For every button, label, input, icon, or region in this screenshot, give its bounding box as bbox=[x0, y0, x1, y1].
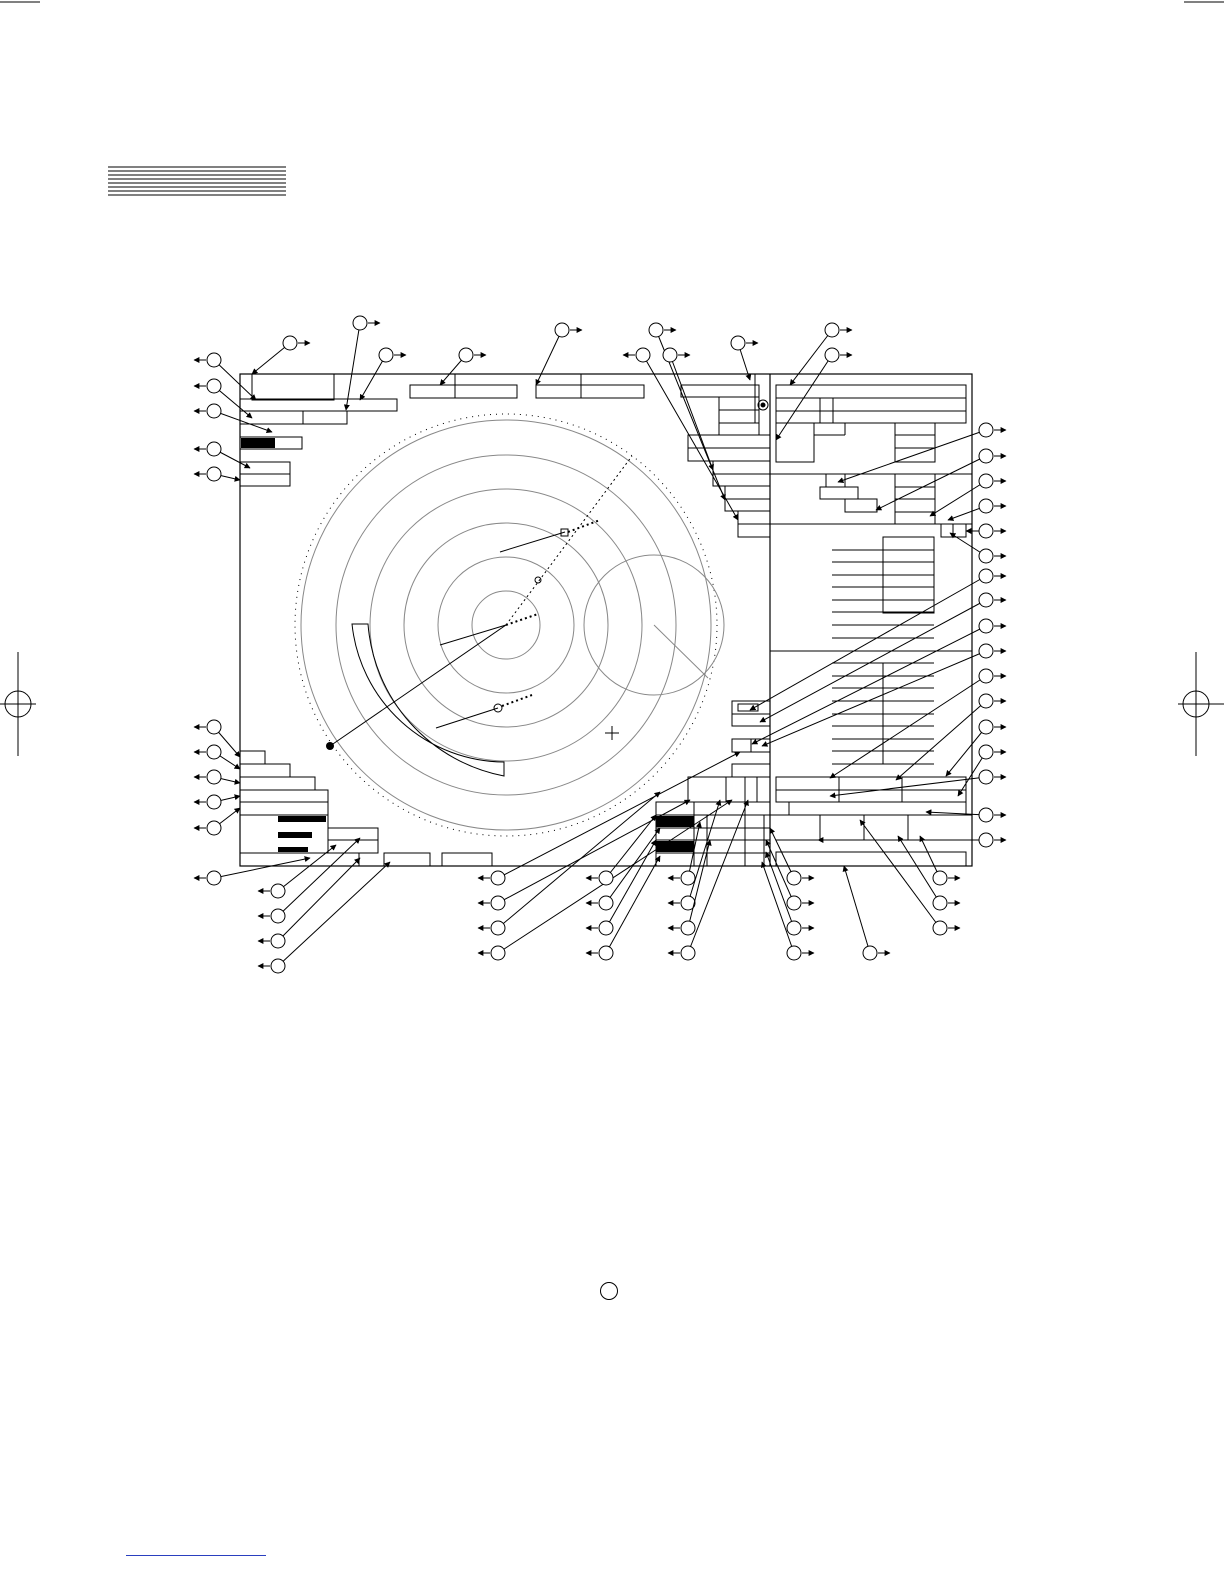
list-section-1 bbox=[770, 537, 972, 651]
callout-circle bbox=[933, 871, 947, 885]
callout-circle bbox=[979, 669, 993, 683]
callout-circle bbox=[207, 745, 221, 759]
callout-circle bbox=[599, 946, 613, 960]
callout-circle bbox=[825, 323, 839, 337]
callout-leader bbox=[360, 355, 386, 400]
callout-circle bbox=[491, 896, 505, 910]
callout-circle bbox=[979, 549, 993, 563]
callout-circle bbox=[271, 909, 285, 923]
callout-circle bbox=[207, 404, 221, 418]
callout-circle bbox=[979, 619, 993, 633]
callout-circle bbox=[933, 921, 947, 935]
bottom-left-boxes bbox=[240, 751, 492, 866]
lower-right-panel bbox=[770, 777, 972, 866]
callout-leader bbox=[876, 456, 986, 510]
callout-circle bbox=[491, 871, 505, 885]
callout-circle bbox=[979, 593, 993, 607]
callout-circle bbox=[787, 921, 801, 935]
scale-bar bbox=[241, 438, 275, 448]
callout-circle bbox=[979, 499, 993, 513]
callout-circle bbox=[207, 821, 221, 835]
callout-circle bbox=[636, 348, 650, 362]
callout-circle bbox=[979, 808, 993, 822]
callout-circle bbox=[599, 896, 613, 910]
registration-marks bbox=[0, 2, 1224, 756]
callout-circle bbox=[271, 934, 285, 948]
callout-circle bbox=[207, 795, 221, 809]
upper-right-boxes bbox=[681, 374, 972, 537]
callout-circle bbox=[979, 833, 993, 847]
bottom-black-bars bbox=[656, 816, 694, 852]
callout-circle bbox=[681, 921, 695, 935]
callout-circle bbox=[979, 423, 993, 437]
callout-circle bbox=[979, 745, 993, 759]
callout-leader bbox=[930, 481, 986, 516]
callout-circle bbox=[491, 921, 505, 935]
mode-boxes bbox=[732, 701, 770, 777]
callout-leader bbox=[498, 792, 660, 928]
callout-circle bbox=[979, 644, 993, 658]
callout-leader bbox=[214, 858, 310, 878]
callout-leader bbox=[536, 330, 562, 385]
callout-circle bbox=[979, 770, 993, 784]
radar-scope bbox=[295, 414, 724, 836]
callout-leader bbox=[214, 411, 272, 432]
callout-circle bbox=[207, 467, 221, 481]
callout-circle bbox=[207, 770, 221, 784]
callout-leader bbox=[346, 323, 360, 410]
callout-circle bbox=[207, 442, 221, 456]
callout-circle bbox=[271, 884, 285, 898]
callout-circle bbox=[207, 871, 221, 885]
callout-circle bbox=[207, 720, 221, 734]
callout-circle bbox=[353, 316, 367, 330]
callout-leader bbox=[766, 852, 794, 928]
callout-leader bbox=[214, 360, 256, 400]
callout-leader bbox=[606, 840, 656, 928]
callout-circle bbox=[787, 871, 801, 885]
callout-circle bbox=[933, 896, 947, 910]
callout-circle bbox=[491, 946, 505, 960]
callout-circle bbox=[379, 348, 393, 362]
callout-circle bbox=[649, 323, 663, 337]
callout-circle bbox=[283, 336, 297, 350]
callout-leader bbox=[760, 600, 986, 722]
callout-leader bbox=[844, 866, 870, 953]
callout-circle bbox=[271, 959, 285, 973]
callout-circle bbox=[825, 348, 839, 362]
footer-rule bbox=[126, 1555, 266, 1556]
callout-leader bbox=[898, 836, 940, 903]
callout-circle bbox=[979, 474, 993, 488]
callout-circle bbox=[459, 348, 473, 362]
callout-leader bbox=[860, 820, 940, 928]
callout-circle bbox=[731, 336, 745, 350]
callout-circle bbox=[207, 353, 221, 367]
callout-circle bbox=[681, 946, 695, 960]
callout-circle bbox=[863, 946, 877, 960]
callouts bbox=[194, 316, 1006, 973]
page-marker bbox=[600, 1282, 618, 1300]
callout-leader bbox=[770, 828, 794, 878]
callout-leader bbox=[643, 355, 738, 520]
callout-circle bbox=[599, 871, 613, 885]
callout-leader bbox=[830, 777, 986, 796]
callout-circle bbox=[979, 720, 993, 734]
callout-circle bbox=[979, 449, 993, 463]
callout-circle bbox=[979, 569, 993, 583]
callout-circle bbox=[979, 524, 993, 538]
callout-leader bbox=[750, 576, 986, 710]
callout-circle bbox=[207, 379, 221, 393]
callout-leader bbox=[830, 676, 986, 778]
callout-circle bbox=[979, 694, 993, 708]
callout-circle bbox=[663, 348, 677, 362]
stripe-gauges bbox=[278, 816, 326, 852]
callout-circle bbox=[787, 946, 801, 960]
callout-circle bbox=[555, 323, 569, 337]
callout-leader bbox=[606, 856, 660, 953]
callout-circle bbox=[681, 871, 695, 885]
callout-circle bbox=[787, 896, 801, 910]
callout-circle bbox=[599, 921, 613, 935]
